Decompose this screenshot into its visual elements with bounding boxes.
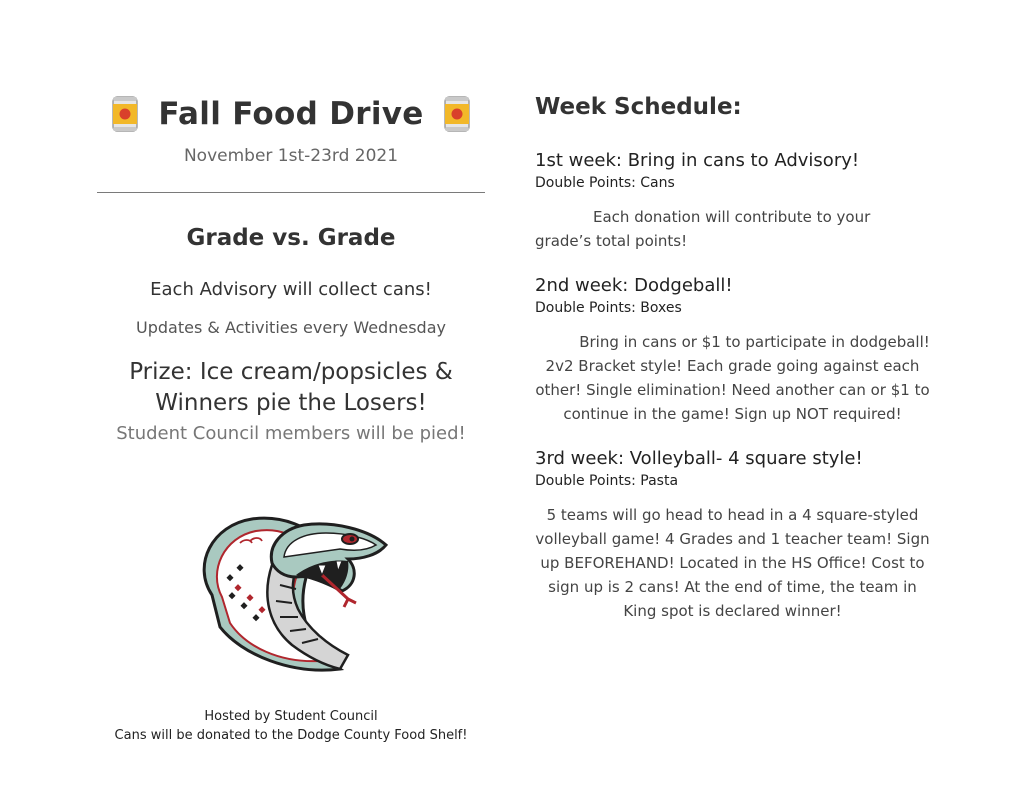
- flyer-left-column: [96, 88, 486, 444]
- food-can-icon: [110, 95, 140, 133]
- week-3-description: 5 teams will go head to head in a 4 square-styled volleyball game! 4 Grades and 1 teacher team! Sign up BEFOREHAND! Located in the HS Office! Cost to sign up is 2 cans! At the end of time, the team in King spot is declared winner!: [535, 506, 930, 620]
- cobra-mascot-logo: [172, 505, 422, 677]
- week-2-double-points: Double Points: Boxes: [535, 300, 682, 316]
- title-row: [96, 88, 486, 140]
- week-1-heading: 1st week: Bring in cans to Advisory!: [535, 150, 860, 171]
- hosted-by-text: Hosted by Student Council: [204, 709, 378, 724]
- prize-line-1: Prize: Ice cream/popsicles &: [129, 359, 453, 385]
- prize-line-2: Winners pie the Losers!: [155, 390, 427, 416]
- week-2-description: Bring in cans or $1 to participate in dodgeball! 2v2 Bracket style! Each grade going against each other! Single elimination! Need another can or $1 to continue in the game! Sign up NOT required!: [535, 333, 930, 423]
- food-can-icon: [442, 95, 472, 133]
- prize-text: [96, 357, 486, 419]
- grade-vs-grade-heading: Grade vs. Grade: [186, 225, 396, 251]
- week-1-double-points: Double Points: Cans: [535, 175, 675, 191]
- week-schedule-heading: Week Schedule:: [535, 94, 742, 120]
- pied-note: Student Council members will be pied!: [116, 423, 466, 444]
- footer: [96, 707, 486, 745]
- week-1-description: Each donation will contribute to your grade’s total points!: [535, 208, 871, 250]
- collect-cans-text: Each Advisory will collect cans!: [150, 279, 432, 300]
- week-schedule: [535, 94, 930, 623]
- updates-text: Updates & Activities every Wednesday: [136, 318, 446, 337]
- divider: [97, 192, 485, 193]
- event-dates: November 1st-23rd 2021: [183, 146, 399, 166]
- donation-text: Cans will be donated to the Dodge County Food Shelf!: [114, 728, 468, 743]
- week-3-heading: 3rd week: Volleyball- 4 square style!: [535, 448, 863, 469]
- week-3-double-points: Double Points: Pasta: [535, 473, 679, 489]
- page-title: Fall Food Drive: [158, 96, 424, 132]
- week-2-heading: 2nd week: Dodgeball!: [535, 275, 733, 296]
